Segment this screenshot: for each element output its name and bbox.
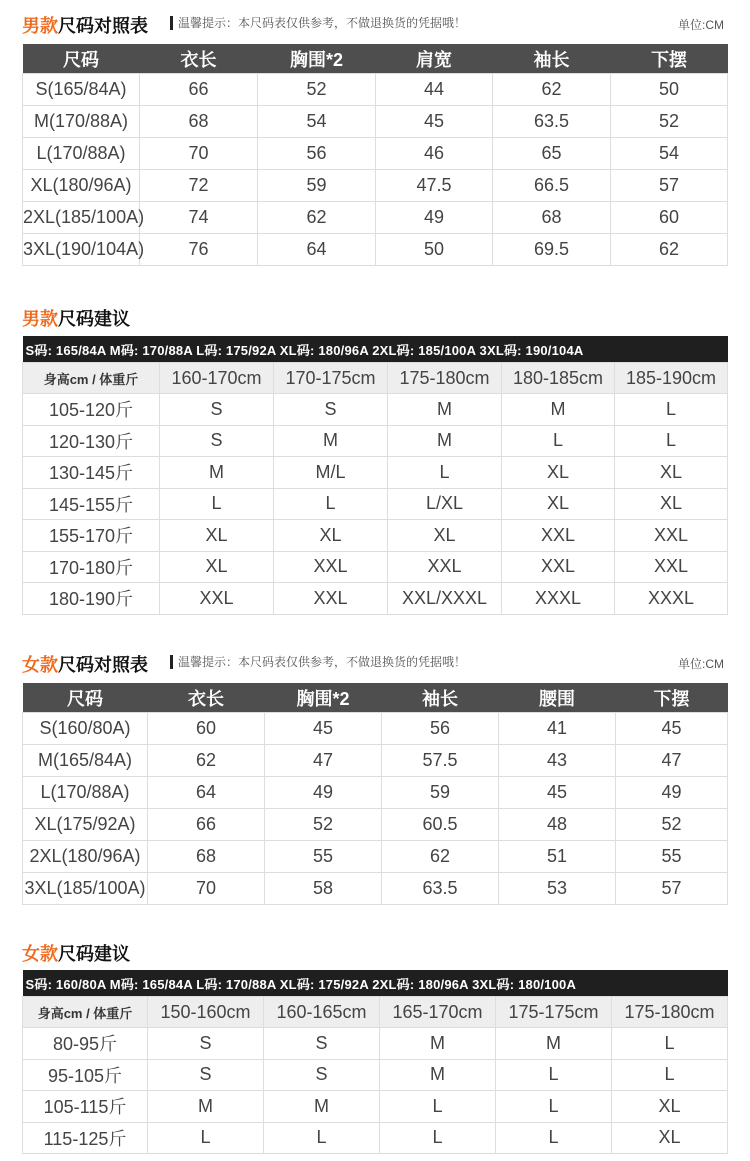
header-cell: 胸围*2 [258, 44, 376, 74]
table-cell: L [148, 1122, 264, 1154]
weight-cell: 145-155斤 [23, 488, 160, 520]
table-cell: XXL [502, 520, 615, 552]
table-row [23, 745, 728, 777]
table-cell: S [264, 1028, 380, 1060]
table-cell: XXL [160, 583, 274, 615]
table-cell: M [148, 1091, 264, 1123]
table-cell: XXL [615, 551, 728, 583]
table-cell: 53 [499, 873, 616, 905]
table-cell: S(165/84A) [23, 74, 140, 106]
table-cell: 47 [265, 745, 382, 777]
table-cell: L [496, 1059, 612, 1091]
table-cell: XL [502, 488, 615, 520]
table-cell: L [496, 1122, 612, 1154]
table-cell: 54 [611, 138, 728, 170]
table-row [23, 1028, 728, 1060]
table-cell: S [148, 1059, 264, 1091]
table-cell: 68 [493, 202, 611, 234]
height-cell: 175-175cm [496, 997, 612, 1028]
height-cell: 150-160cm [148, 997, 264, 1028]
table-cell: M [388, 425, 502, 457]
table-row [23, 713, 728, 745]
table-cell: XXL [502, 551, 615, 583]
table-cell: 50 [611, 74, 728, 106]
table-cell: S [274, 394, 388, 426]
table-cell: XL [612, 1122, 728, 1154]
table-row [23, 457, 728, 489]
table-cell: 57 [616, 873, 728, 905]
table-cell: M [496, 1028, 612, 1060]
table-cell: 47.5 [376, 170, 493, 202]
table-row [23, 1059, 728, 1091]
table-cell: 50 [376, 234, 493, 266]
table-cell: XXL [274, 583, 388, 615]
women-size-title-accent: 女款 [22, 655, 58, 675]
table-row [23, 841, 728, 873]
table-cell: XL [274, 520, 388, 552]
weight-cell: 155-170斤 [23, 520, 160, 552]
men-size-tip: 温馨提示：本尺码表仅供参考，不做退换货的凭据哦！ [170, 16, 466, 30]
men-size-unit: 单位:CM [678, 18, 724, 32]
header-cell: 肩宽 [376, 44, 493, 74]
table-row [23, 809, 728, 841]
table-cell: 60 [611, 202, 728, 234]
header-cell: 下摆 [611, 44, 728, 74]
table-cell: 76 [140, 234, 258, 266]
header-cell: 袖长 [493, 44, 611, 74]
table-cell: S [160, 394, 274, 426]
table-row [23, 583, 728, 615]
header-cell: 腰围 [499, 683, 616, 713]
table-cell: M [264, 1091, 380, 1123]
weight-cell: 120-130斤 [23, 425, 160, 457]
table-cell: 60 [148, 713, 265, 745]
women-size-title [22, 651, 148, 677]
table-cell: 62 [611, 234, 728, 266]
table-cell: 63.5 [493, 106, 611, 138]
men-sug-title-rest: 尺码建议 [58, 309, 130, 329]
height-cell: 185-190cm [615, 363, 728, 394]
table-cell: 72 [140, 170, 258, 202]
women-sug-title [22, 940, 130, 966]
table-cell: 3XL(190/104A) [23, 234, 140, 266]
table-cell: 41 [499, 713, 616, 745]
men-size-title [22, 12, 148, 38]
table-cell: 2XL(185/100A) [23, 202, 140, 234]
table-cell: M [160, 457, 274, 489]
height-cell: 175-180cm [388, 363, 502, 394]
table-cell: 65 [493, 138, 611, 170]
table-cell: 60.5 [382, 809, 499, 841]
table-cell: 49 [376, 202, 493, 234]
table-cell: 68 [140, 106, 258, 138]
table-cell: 56 [382, 713, 499, 745]
table-row [23, 1122, 728, 1154]
table-cell: M/L [274, 457, 388, 489]
men-sug-title-accent: 男款 [22, 309, 58, 329]
table-cell: XXL [274, 551, 388, 583]
height-cell: 165-170cm [380, 997, 496, 1028]
table-row [23, 520, 728, 552]
women-size-unit: 单位:CM [678, 657, 724, 671]
table-cell: 52 [265, 809, 382, 841]
women-sug-table [22, 970, 728, 1154]
table-cell: 49 [616, 777, 728, 809]
table-cell: L [388, 457, 502, 489]
table-row [23, 777, 728, 809]
height-cell: 160-165cm [264, 997, 380, 1028]
table-cell: 70 [148, 873, 265, 905]
weight-cell: 80-95斤 [23, 1028, 148, 1060]
table-cell: 57.5 [382, 745, 499, 777]
table-cell: 59 [382, 777, 499, 809]
table-cell: 43 [499, 745, 616, 777]
height-cell: 175-180cm [612, 997, 728, 1028]
height-cell: 180-185cm [502, 363, 615, 394]
table-cell: XL [502, 457, 615, 489]
table-cell: 62 [148, 745, 265, 777]
table-cell: 52 [616, 809, 728, 841]
weight-cell: 105-120斤 [23, 394, 160, 426]
table-cell: L [380, 1091, 496, 1123]
table-cell: 48 [499, 809, 616, 841]
weight-cell: 95-105斤 [23, 1059, 148, 1091]
table-cell: M(170/88A) [23, 106, 140, 138]
table-cell: 45 [499, 777, 616, 809]
table-cell: 66 [148, 809, 265, 841]
height-weight-label: 身高cm / 体重斤 [23, 997, 148, 1028]
header-cell: 胸围*2 [265, 683, 382, 713]
men-size-header-row [23, 44, 728, 74]
header-cell: 尺码 [23, 683, 148, 713]
table-cell: M [380, 1059, 496, 1091]
table-cell: 66 [140, 74, 258, 106]
men-sug-height-row [23, 363, 728, 394]
table-cell: 62 [258, 202, 376, 234]
weight-cell: 130-145斤 [23, 457, 160, 489]
table-row [23, 106, 728, 138]
table-cell: L [502, 425, 615, 457]
table-cell: XL [615, 457, 728, 489]
table-cell: L(170/88A) [23, 777, 148, 809]
header-cell: 下摆 [616, 683, 728, 713]
table-cell: XL [160, 551, 274, 583]
table-cell: 64 [148, 777, 265, 809]
table-cell: 3XL(185/100A) [23, 873, 148, 905]
table-row [23, 394, 728, 426]
men-sug-table [22, 336, 728, 615]
women-sug-height-row [23, 997, 728, 1028]
table-row [23, 170, 728, 202]
table-cell: 55 [616, 841, 728, 873]
table-row [23, 234, 728, 266]
height-cell: 170-175cm [274, 363, 388, 394]
height-weight-label: 身高cm / 体重斤 [23, 363, 160, 394]
men-sug-legend-row [23, 336, 728, 363]
table-cell: L [380, 1122, 496, 1154]
table-cell: 74 [140, 202, 258, 234]
table-cell: S [160, 425, 274, 457]
table-cell: 55 [265, 841, 382, 873]
table-row [23, 202, 728, 234]
table-cell: XL [160, 520, 274, 552]
table-cell: M(165/84A) [23, 745, 148, 777]
table-cell: 45 [616, 713, 728, 745]
table-cell: 47 [616, 745, 728, 777]
table-cell: 49 [265, 777, 382, 809]
table-cell: L [615, 425, 728, 457]
table-cell: S(160/80A) [23, 713, 148, 745]
size-legend: S码: 165/84A M码: 170/88A L码: 175/92A XL码: 180/96A 2XL码: 185/100A 3XL码: 190/104A [23, 336, 728, 363]
table-row [23, 873, 728, 905]
table-cell: XXL/XXXL [388, 583, 502, 615]
table-cell: XL [615, 488, 728, 520]
table-row [23, 488, 728, 520]
table-cell: M [380, 1028, 496, 1060]
table-cell: M [388, 394, 502, 426]
table-cell: 70 [140, 138, 258, 170]
table-cell: L(170/88A) [23, 138, 140, 170]
women-sug-title-rest: 尺码建议 [58, 944, 130, 964]
table-cell: XL [612, 1091, 728, 1123]
table-cell: L [612, 1059, 728, 1091]
table-cell: 45 [265, 713, 382, 745]
table-cell: L [264, 1122, 380, 1154]
table-cell: 56 [258, 138, 376, 170]
table-cell: L [160, 488, 274, 520]
women-sug-title-accent: 女款 [22, 944, 58, 964]
women-size-tip: 温馨提示：本尺码表仅供参考，不做退换货的凭据哦！ [170, 655, 466, 669]
men-size-table [22, 44, 728, 266]
weight-cell: 180-190斤 [23, 583, 160, 615]
men-size-title-accent: 男款 [22, 16, 58, 36]
table-row [23, 551, 728, 583]
header-cell: 袖长 [382, 683, 499, 713]
table-cell: S [264, 1059, 380, 1091]
table-cell: XL(180/96A) [23, 170, 140, 202]
table-cell: 54 [258, 106, 376, 138]
women-size-header-row [23, 683, 728, 713]
table-cell: 57 [611, 170, 728, 202]
table-row [23, 425, 728, 457]
table-cell: 62 [382, 841, 499, 873]
table-cell: XXXL [615, 583, 728, 615]
header-cell: 尺码 [23, 44, 140, 74]
table-cell: S [148, 1028, 264, 1060]
weight-cell: 170-180斤 [23, 551, 160, 583]
table-cell: XXL [615, 520, 728, 552]
height-cell: 160-170cm [160, 363, 274, 394]
table-cell: XL(175/92A) [23, 809, 148, 841]
table-cell: XXL [388, 551, 502, 583]
table-cell: L [615, 394, 728, 426]
table-row [23, 1091, 728, 1123]
table-cell: 45 [376, 106, 493, 138]
table-cell: L [274, 488, 388, 520]
table-cell: 51 [499, 841, 616, 873]
table-cell: 58 [265, 873, 382, 905]
table-row [23, 74, 728, 106]
table-cell: 69.5 [493, 234, 611, 266]
table-cell: 44 [376, 74, 493, 106]
table-cell: 63.5 [382, 873, 499, 905]
men-size-title-rest: 尺码对照表 [58, 16, 148, 36]
table-cell: 2XL(180/96A) [23, 841, 148, 873]
women-size-title-rest: 尺码对照表 [58, 655, 148, 675]
table-cell: M [274, 425, 388, 457]
table-cell: L [496, 1091, 612, 1123]
weight-cell: 115-125斤 [23, 1122, 148, 1154]
table-cell: XXXL [502, 583, 615, 615]
table-cell: 52 [258, 74, 376, 106]
table-cell: M [502, 394, 615, 426]
table-cell: L/XL [388, 488, 502, 520]
women-sug-legend-row [23, 970, 728, 997]
header-cell: 衣长 [148, 683, 265, 713]
table-cell: L [612, 1028, 728, 1060]
size-legend: S码: 160/80A M码: 165/84A L码: 170/88A XL码: 175/92A 2XL码: 180/96A 3XL码: 180/100A [23, 970, 728, 997]
table-cell: 64 [258, 234, 376, 266]
table-cell: 66.5 [493, 170, 611, 202]
table-row [23, 138, 728, 170]
header-cell: 衣长 [140, 44, 258, 74]
table-cell: XL [388, 520, 502, 552]
table-cell: 59 [258, 170, 376, 202]
table-cell: 46 [376, 138, 493, 170]
men-sug-title [22, 305, 130, 331]
women-size-table [22, 683, 728, 905]
table-cell: 62 [493, 74, 611, 106]
table-cell: 68 [148, 841, 265, 873]
table-cell: 52 [611, 106, 728, 138]
weight-cell: 105-115斤 [23, 1091, 148, 1123]
